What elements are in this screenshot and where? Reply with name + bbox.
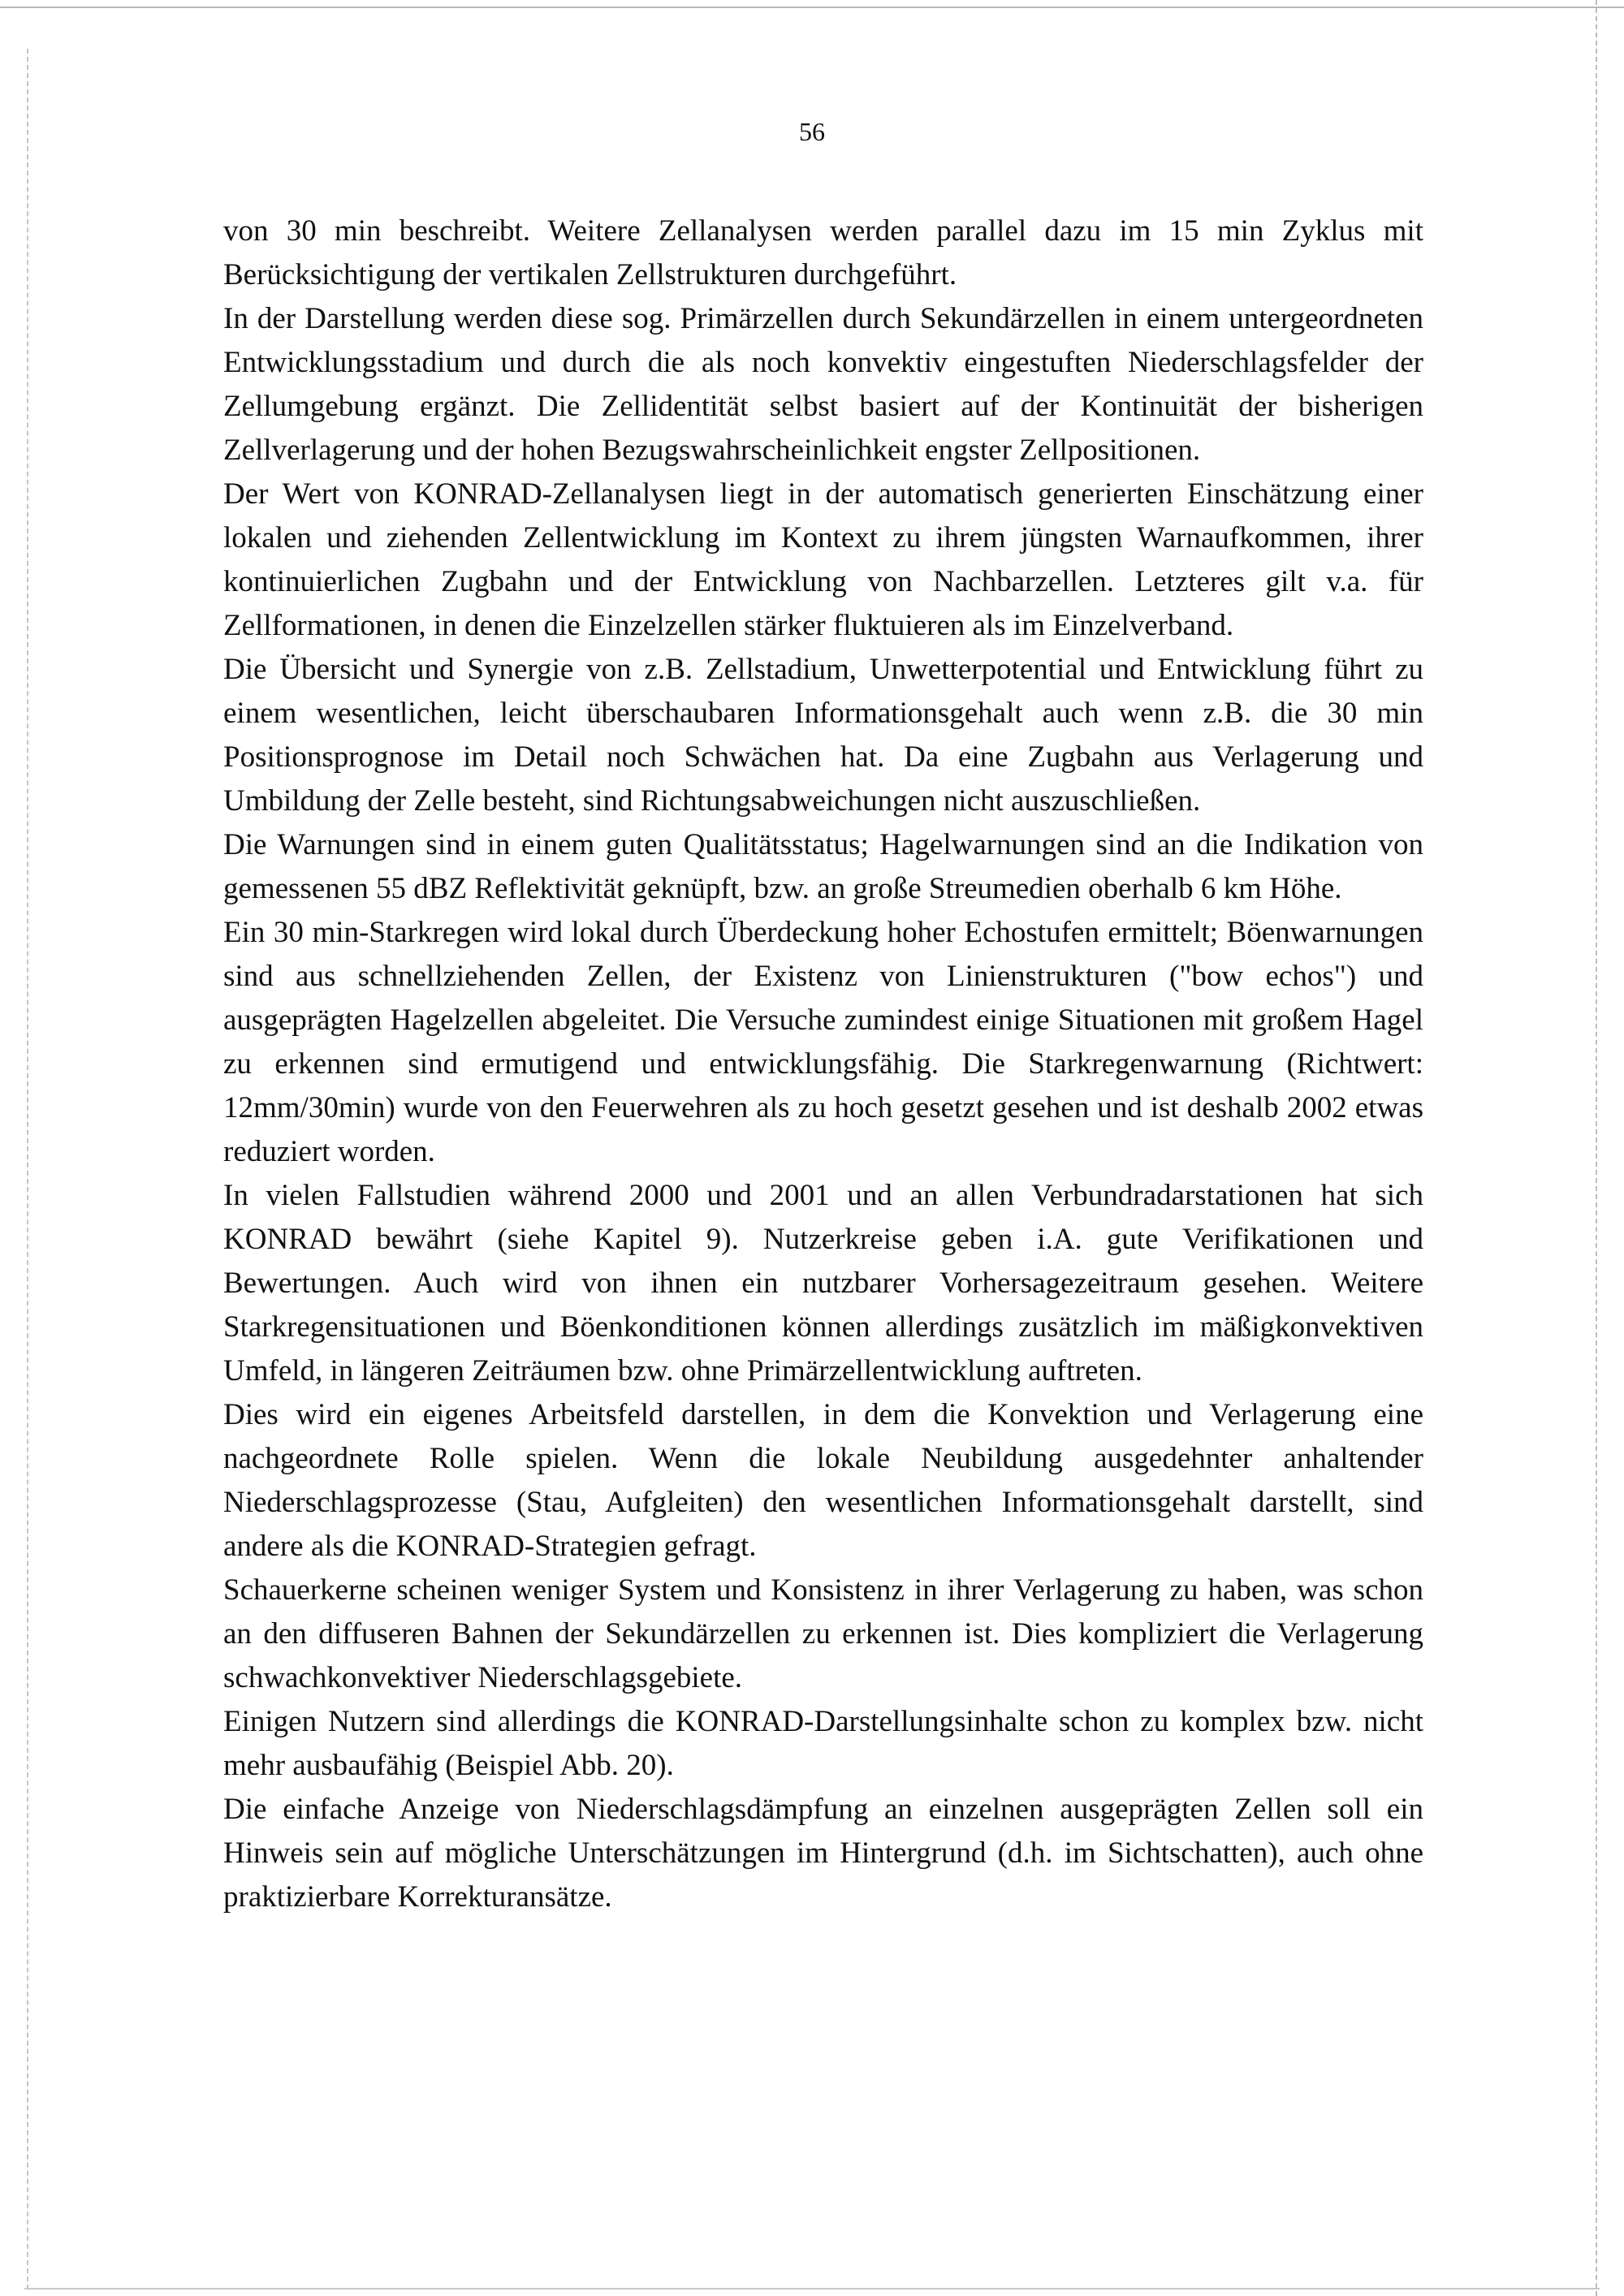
scan-edge-bottom bbox=[24, 2288, 1600, 2290]
paragraph: In der Darstellung werden diese sog. Primärzellen durch Sekundärzellen in einem untergeordneten Entwicklungsstadium und durch die als noch konvektiv eingestuften Niederschlagsfelder der Zellumgebung ergänzt. Die Zellidentität selbst basiert auf der Kontinuität der bisherigen Zellverlagerung und der hohen Bezugswahrscheinlichkeit engster Zellpositionen. bbox=[223, 302, 1423, 467]
paragraph: Dies wird ein eigenes Arbeitsfeld darstellen, in dem die Konvektion und Verlagerung eine nachgeordnete Rolle spielen. Wenn die lokale Neubildung ausgedehnter anhaltender Niederschlagsprozesse (Stau, Aufgleiten) den wesentlichen Informationsgehalt darstellt, sind andere als die KONRAD-Strategien gefragt. bbox=[223, 1398, 1423, 1563]
scan-edge-right bbox=[1596, 0, 1597, 2296]
page-number: 56 bbox=[799, 117, 825, 146]
scan-edge-left bbox=[27, 49, 28, 2290]
paragraph: Schauerkerne scheinen weniger System und Konsistenz in ihrer Verlagerung zu haben, was schon an den diffuseren Bahnen der Sekundärzellen zu erkennen ist. Dies kompliziert die Verlagerung schwachkonvektiver Niederschlagsgebiete. bbox=[223, 1573, 1423, 1694]
paragraph: Die einfache Anzeige von Niederschlagsdämpfung an einzelnen ausgeprägten Zellen soll ein Hinweis sein auf mögliche Unterschätzungen im Hintergrund (d.h. im Sichtschatten), auch ohne praktizierbare Korrekturansätze. bbox=[223, 1793, 1423, 1914]
scan-edge-top bbox=[0, 6, 1624, 8]
paragraph: In vielen Fallstudien während 2000 und 2001 und an allen Verbundradarstationen hat sich KONRAD bewährt (siehe Kapitel 9). Nutzerkreise geben i.A. gute Verifikationen und Bewertungen. Auch wird von ihnen ein nutzbarer Vorhersagezeitraum gesehen. Weitere Starkregensituationen und Böenkonditionen können allerdings zusätzlich im mäßigkonvektiven Umfeld, in längeren Zeiträumen bzw. ohne Primärzellentwicklung auftreten. bbox=[223, 1179, 1423, 1388]
paragraph: Die Übersicht und Synergie von z.B. Zellstadium, Unwetterpotential und Entwicklung führt zu einem wesentlichen, leicht überschaubaren Informationsgehalt auch wenn z.B. die 30 min Positionsprognose im Detail noch Schwächen hat. Da eine Zugbahn aus Verlagerung und Umbildung der Zelle besteht, sind Richtungsabweichungen nicht auszuschließen. bbox=[223, 653, 1423, 818]
paragraph: Die Warnungen sind in einem guten Qualitätsstatus; Hagelwarnungen sind an die Indikation von gemessenen 55 dBZ Reflektivität geknüpft, bzw. an große Streumedien oberhalb 6 km Höhe. bbox=[223, 828, 1423, 905]
paragraph: Einigen Nutzern sind allerdings die KONRAD-Darstellungsinhalte schon zu komplex bzw. nicht mehr ausbaufähig (Beispiel Abb. 20). bbox=[223, 1705, 1423, 1782]
paragraph: Ein 30 min-Starkregen wird lokal durch Überdeckung hoher Echostufen ermittelt; Böenwarnungen sind aus schnellziehenden Zellen, der Existenz von Linienstrukturen ("bow echos") und ausgeprägten Hagelzellen abgeleitet. Die Versuche zumindest einige Situationen mit großem Hagel zu erkennen sind ermutigend und entwicklungsfähig. Die Starkregenwarnung (Richtwert: 12mm/30min) wurde von den Feuerwehren als zu hoch gesetzt gesehen und ist deshalb 2002 etwas reduziert worden. bbox=[223, 916, 1423, 1168]
paragraph: von 30 min beschreibt. Weitere Zellanalysen werden parallel dazu im 15 min Zyklus mit Berücksichtigung der vertikalen Zellstrukturen durchgeführt. bbox=[223, 214, 1423, 291]
body-text bbox=[223, 209, 1423, 1919]
paragraph: Der Wert von KONRAD-Zellanalysen liegt in der automatisch generierten Einschätzung einer lokalen und ziehenden Zellentwicklung im Kontext zu ihrem jüngsten Warnaufkommen, ihrer kontinuierlichen Zugbahn und der Entwicklung von Nachbarzellen. Letzteres gilt v.a. für Zellformationen, in denen die Einzelzellen stärker fluktuieren als im Einzelverband. bbox=[223, 477, 1423, 642]
